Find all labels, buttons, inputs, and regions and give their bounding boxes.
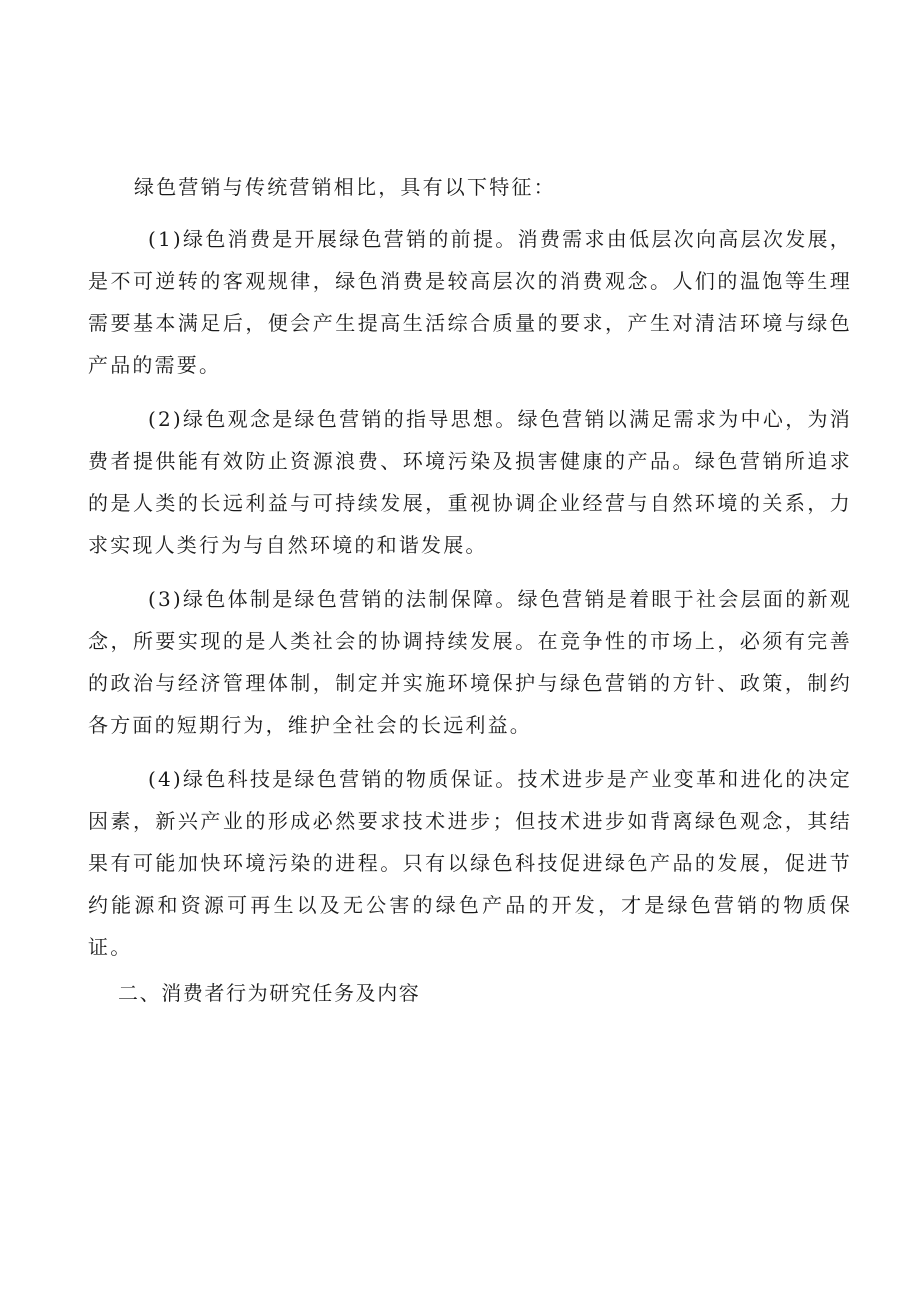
feature-paragraph-4: (4)绿色科技是绿色营销的物质保证。技术进步是产业变革和进化的决定因素，新兴产业的形成必然要求技术进步；但技术进步如背离绿色观念，其结果有可能加快环境污染的进程。只有以绿色科技促进绿色产品的发展，促进节约能源和资源可再生以及无公害的绿色产品的开发，才是绿色营销的物质保证。 <box>88 767 852 959</box>
intro-paragraph: 绿色营销与传统营销相比，具有以下特征： <box>134 175 556 199</box>
feature-paragraph-1: (1)绿色消费是开展绿色营销的前提。消费需求由低层次向高层次发展，是不可逆转的客观规律，绿色消费是较高层次的消费观念。人们的温饱等生理需要基本满足后，便会产生提高生活综合质量的要求，产生对清洁环境与绿色产品的需要。 <box>88 227 852 377</box>
section-heading: 二、消费者行为研究任务及内容 <box>118 981 421 1005</box>
feature-paragraph-2: (2)绿色观念是绿色营销的指导思想。绿色营销以满足需求为中心，为消费者提供能有效防止资源浪费、环境污染及损害健康的产品。绿色营销所追求的是人类的长远利益与可持续发展，重视协调企业经营与自然环境的关系，力求实现人类行为与自然环境的和谐发展。 <box>88 407 852 557</box>
feature-paragraph-3: (3)绿色体制是绿色营销的法制保障。绿色营销是着眼于社会层面的新观念，所要实现的是人类社会的协调持续发展。在竞争性的市场上，必须有完善的政治与经济管理体制，制定并实施环境保护与绿色营销的方针、政策，制约各方面的短期行为，维护全社会的长远利益。 <box>88 587 852 737</box>
document-page <box>88 166 852 1014</box>
